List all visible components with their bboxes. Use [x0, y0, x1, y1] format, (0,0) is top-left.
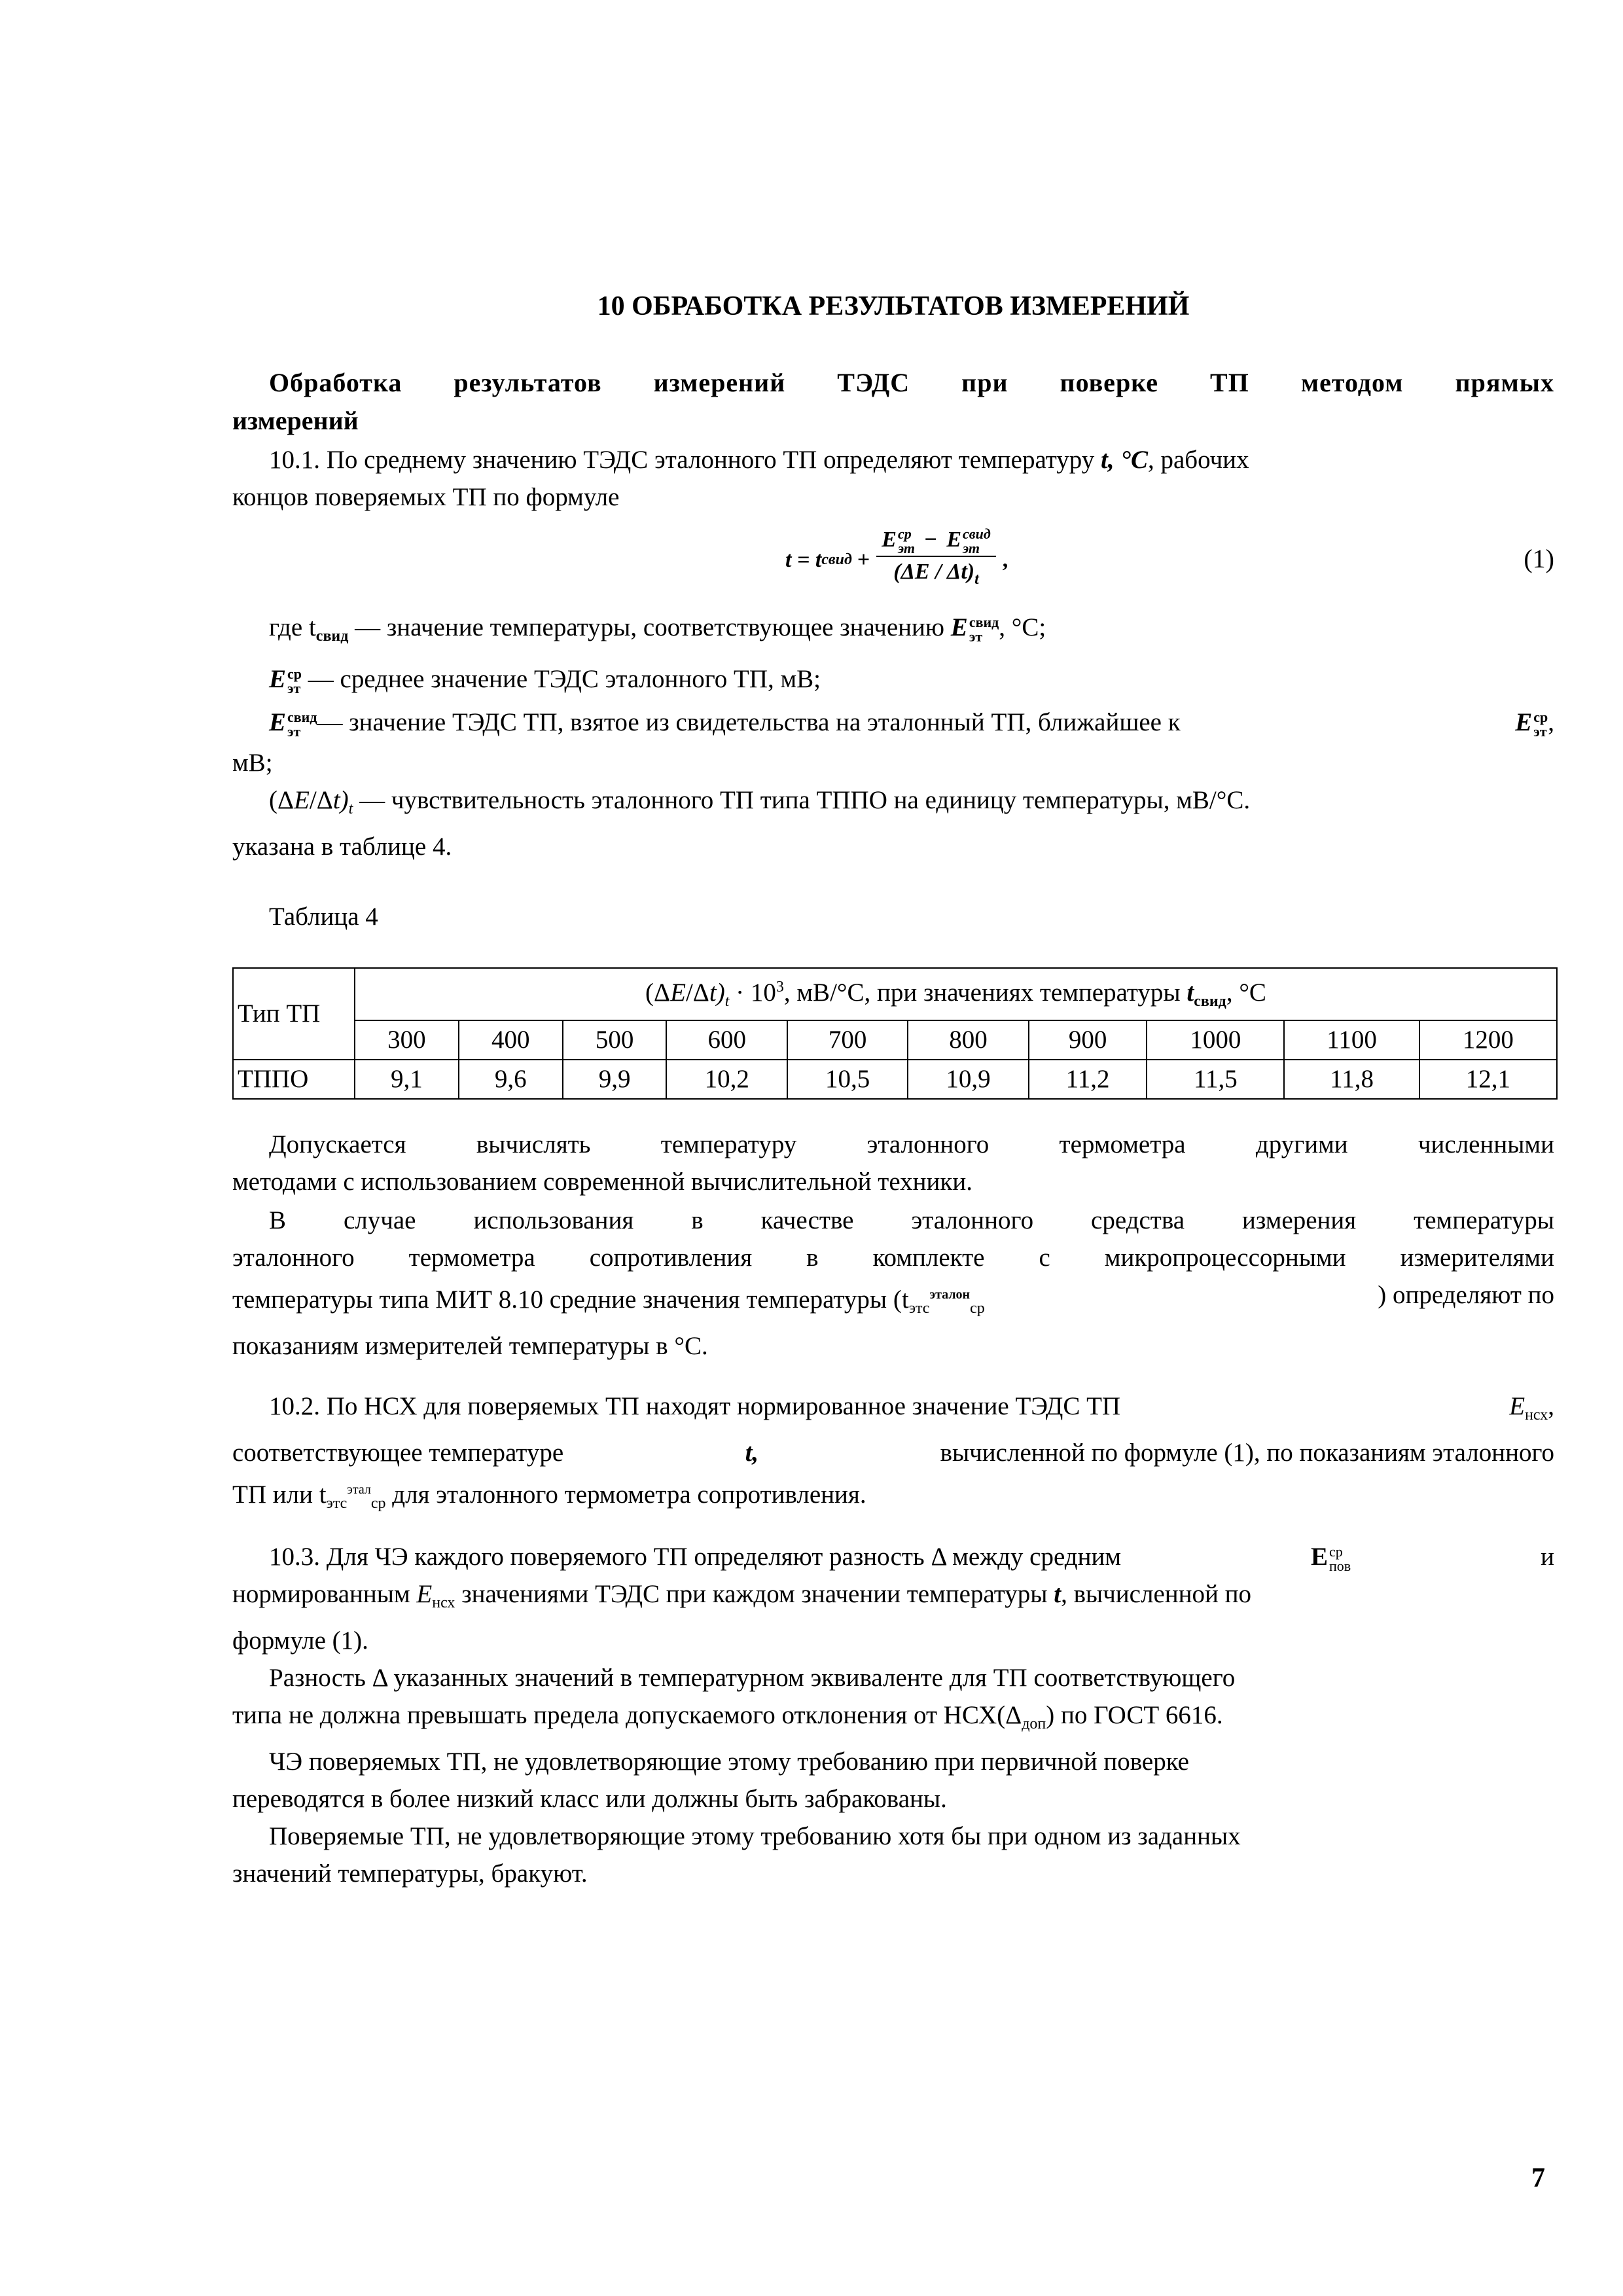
definition-line: указана в таблице 4.: [232, 833, 452, 861]
value-cell: 9,1: [355, 1060, 459, 1099]
paragraph-10-3: [232, 1538, 1554, 1892]
formula-denominator: $(\Delta E / \Delta t)_t$: [893, 560, 979, 588]
value-cell: 9,6: [459, 1060, 563, 1099]
paragraph-line: ТП или $t_{этс}^{этал}_{ср}$ для эталонного термометра сопротивления.: [232, 1480, 866, 1512]
sensitivity-header-cell: $(\Delta E/\Delta t)_t \cdot 10^3$, мВ/°С, при значениях температуры $t_{свид}$, °С: [355, 968, 1557, 1020]
temperature-cell: 900: [1029, 1020, 1147, 1060]
paragraph-line: Разность Δ указанных значений в температурном эквиваленте для ТП соответствующего: [269, 1664, 1236, 1692]
paragraph-allow: [232, 1126, 1554, 1200]
paragraph-line: концов поверяемых ТП по формуле: [232, 483, 620, 511]
paragraph-line: Допускается вычислять температуру эталонного термометра другими численными: [269, 1130, 1554, 1158]
type-header-cell: Тип ТП: [233, 968, 355, 1060]
definition-line: мВ;: [232, 749, 273, 777]
paragraph-line: Поверяемые ТП, не удовлетворяющие этому требованию хотя бы при одном из заданных: [269, 1822, 1241, 1850]
temperature-cell: 300: [355, 1020, 459, 1060]
temperature-cell: 1000: [1147, 1020, 1284, 1060]
paragraph-line: формуле (1).: [232, 1626, 368, 1655]
paragraph-line: 10.1. По среднему значению ТЭДС эталонного ТП определяют температуру t, °C, рабочих: [269, 446, 1249, 474]
formula-number: (1): [1524, 544, 1554, 573]
table-header-row: [233, 968, 1557, 1020]
paragraph-line: методами с использованием современной вычислительной техники.: [232, 1168, 972, 1196]
paragraph-line: 10.3. Для ЧЭ каждого поверяемого ТП определяют разность Δ между средним E ср пов и: [269, 1543, 1554, 1575]
word: ТП: [1210, 368, 1249, 397]
word: Обработка: [269, 368, 402, 397]
temperature-cell: 700: [787, 1020, 908, 1060]
formula-numerator: E ср эт − E свид эт: [876, 525, 995, 557]
formula-expression: t = t свид + E ср эт − E свид эт $(\Delta E / \Delta t)_t$ ,: [785, 517, 1008, 602]
paragraph-line: значений температуры, бракуют.: [232, 1859, 588, 1888]
word: методом: [1300, 368, 1404, 397]
page-number: 7: [1531, 2163, 1545, 2193]
definition-line: E ср эт — среднее значение ТЭДС эталонного ТП, мВ;: [269, 665, 821, 697]
value-cell: 11,2: [1029, 1060, 1147, 1099]
formula-fraction: [876, 525, 995, 594]
section-title: 10 ОБРАБОТКА РЕЗУЛЬТАТОВ ИЗМЕРЕНИЙ: [597, 291, 1190, 321]
subheading-line-1: [232, 364, 1554, 402]
word: поверке: [1060, 368, 1158, 397]
subheading-line-2: измерений: [232, 406, 359, 435]
type-cell: ТППО: [233, 1060, 355, 1099]
paragraph-line: эталонного термометра сопротивления в комплекте с микропроцессорными измерителями: [232, 1244, 1554, 1272]
paragraph-line: В случае использования в качестве эталонного средства измерения температуры: [269, 1206, 1554, 1234]
word: ТЭДС: [837, 368, 910, 397]
paragraph-line: показаниям измерителей температуры в °С.: [232, 1332, 708, 1360]
word: измерений: [653, 368, 786, 397]
paragraph-10-1: [232, 441, 1554, 516]
formula-1: [232, 517, 1554, 602]
word: результатов: [454, 368, 602, 397]
temperature-cell: 400: [459, 1020, 563, 1060]
temperature-cell: 1100: [1284, 1020, 1419, 1060]
paragraph-line: ЧЭ поверяемых ТП, не удовлетворяющие этому требованию при первичной поверке: [269, 1748, 1189, 1776]
table-4: [232, 967, 1558, 1100]
paragraph-line: типа не должна превышать предела допускаемого отклонения от $НСХ(\Delta_{доп})$ по ГОСТ 6616.: [232, 1701, 1223, 1732]
value-cell: 9,9: [563, 1060, 667, 1099]
value-cell: 11,5: [1147, 1060, 1284, 1099]
definition-line: где $t_{свид}$ — значение температуры, соответствующее значению E свид эт , °C;: [269, 613, 1046, 645]
temperature-cell: 600: [666, 1020, 787, 1060]
table-caption: Таблица 4: [269, 903, 378, 931]
paragraph-line: температуры типа МИТ 8.10 средние значения температуры ($t_{этс}^{эталон}_{ср}$ ) определяют по: [232, 1281, 1554, 1317]
paragraph-line: нормированным $E_{нсх}$ значениями ТЭДС при каждом значении температуры t, вычисленной по: [232, 1580, 1251, 1611]
temperature-cell: 500: [563, 1020, 667, 1060]
paragraph-10-2: [232, 1388, 1554, 1522]
definition-line: $(\Delta E/\Delta t)_t$ — чувствительность эталонного ТП типа ТППО на единицу температуры, мВ/°С.: [269, 786, 1251, 817]
value-cell: 10,2: [666, 1060, 787, 1099]
value-cell: 12,1: [1419, 1060, 1557, 1099]
subheading: [232, 364, 1554, 440]
value-cell: 10,5: [787, 1060, 908, 1099]
paragraph-case: [232, 1202, 1554, 1365]
paragraph-line: соответствующее температуре t, вычисленной по формуле (1), по показаниям эталонного: [232, 1439, 1554, 1467]
table-row: [233, 1060, 1557, 1099]
paragraph-line: 10.2. По НСХ для поверяемых ТП находят нормированное значение ТЭДС ТП $E_{нсх}$,: [269, 1392, 1554, 1424]
definitions: [232, 606, 1554, 865]
word: прямых: [1455, 368, 1554, 397]
temperature-cell: 1200: [1419, 1020, 1557, 1060]
paragraph-line: переводятся в более низкий класс или должны быть забракованы.: [232, 1785, 947, 1813]
value-cell: 11,8: [1284, 1060, 1419, 1099]
temperature-row: [233, 1020, 1557, 1060]
definition-line: E свид эт — значение ТЭДС ТП, взятое из свидетельства на эталонный ТП, ближайшее к E ср эт ,: [269, 708, 1554, 740]
value-cell: 10,9: [908, 1060, 1028, 1099]
word: при: [961, 368, 1008, 397]
temperature-cell: 800: [908, 1020, 1028, 1060]
